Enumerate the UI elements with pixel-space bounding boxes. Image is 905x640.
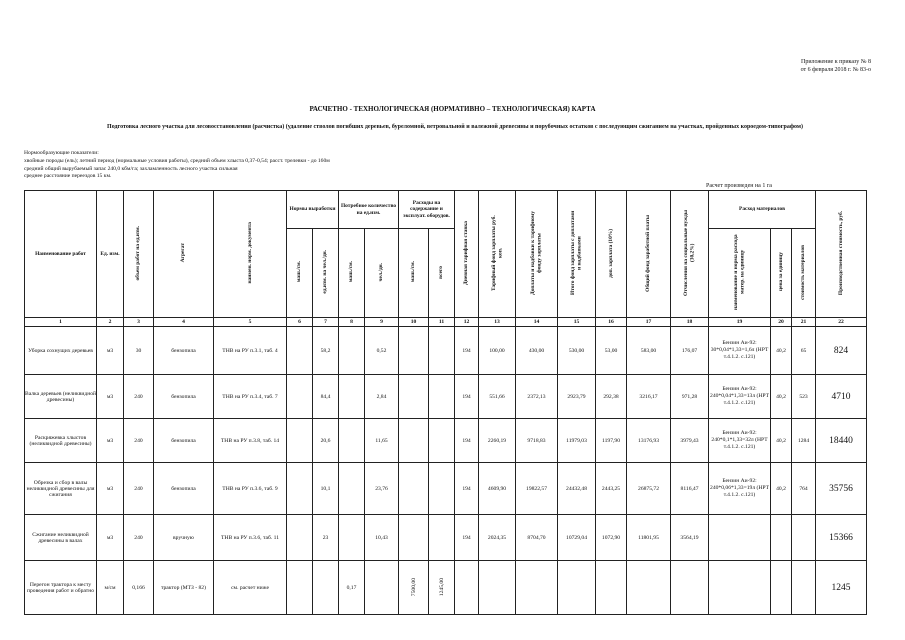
row-norm-mash <box>287 463 313 515</box>
row-name: Перегон трактора к месту проведения работ и обратно <box>25 561 97 615</box>
column-number: 19 <box>709 318 771 327</box>
header-unit: Ед. изм. <box>97 191 124 318</box>
row-total-fund: 2923,79 <box>558 375 596 419</box>
column-number: 12 <box>455 318 479 327</box>
row-production-cost: 4710 <box>816 375 867 419</box>
row-document: ТНВ на РУ п.3.6, таб. 11 <box>214 515 287 561</box>
header-materials-group: Расход материалов <box>709 191 816 229</box>
table-row <box>25 419 867 463</box>
row-aggregate: вручную <box>154 515 214 561</box>
column-number: 22 <box>816 318 867 327</box>
row-name: Обрезка и сбор в валы неликвидной древесины для сжигания <box>25 463 97 515</box>
header-surcharges: Доплаты и надбавки к тарифному фонду зарплаты <box>530 211 543 295</box>
row-unit: м3 <box>97 419 124 463</box>
row-social: 176,07 <box>671 327 709 375</box>
row-social: 8116,47 <box>671 463 709 515</box>
row-name: Уборка сохнущих деревьев <box>25 327 97 375</box>
row-document: ТНВ на РУ п.3.4, таб. 7 <box>214 375 287 419</box>
header-mat-name: наименование и норма расхода матер. на единицу <box>733 234 746 310</box>
row-tariff-fund: 2024,35 <box>479 515 516 561</box>
row-total-fund: 530,00 <box>558 327 596 375</box>
row-extra-pay: 292,38 <box>596 375 627 419</box>
row-unit: м3 <box>97 375 124 419</box>
row-general-fund: 3216,17 <box>627 375 671 419</box>
row-unit: м/см <box>97 561 124 615</box>
row-norm-mash <box>287 375 313 419</box>
row-total-fund: 24432,48 <box>558 463 596 515</box>
row-tariff-fund: 100,00 <box>479 327 516 375</box>
row-material-price: 40,2 <box>771 375 792 419</box>
header-tariff-fund: Тарифный фонд зарплаты руб. коп. <box>490 215 504 291</box>
row-need-mash <box>339 463 365 515</box>
column-number: 21 <box>792 318 816 327</box>
row-total-fund: 10729,04 <box>558 515 596 561</box>
appendix-line-2: от 6 февраля 2018 г. № 83-о <box>800 67 871 73</box>
row-surcharges <box>516 561 558 615</box>
row-need-mash: 0,17 <box>339 561 365 615</box>
row-production-cost: 35756 <box>816 463 867 515</box>
row-general-fund: 11801,95 <box>627 515 671 561</box>
norms-heading: Нормообразующие показатели: <box>24 150 99 156</box>
row-need-chel: 10,43 <box>365 515 399 561</box>
column-number: 3 <box>124 318 154 327</box>
row-extra-pay: 1072,90 <box>596 515 627 561</box>
row-need-mash <box>339 375 365 419</box>
row-unit: м3 <box>97 515 124 561</box>
document-title: РАСЧЕТНО - ТЕХНОЛОГИЧЕСКАЯ (НОРМАТИВНО – ТЕХНОЛОГИЧЕСКАЯ) КАРТА <box>309 105 596 113</box>
row-material: Бензин Аи-92: 240*0,1*1,33=32л (НРТ т.4.1.2. с.121) <box>709 419 771 463</box>
appendix-line-1: Приложение к приказу № 8 <box>801 59 871 65</box>
row-material-price <box>771 515 792 561</box>
row-surcharges: 9718,83 <box>516 419 558 463</box>
row-extra-pay: 1197,90 <box>596 419 627 463</box>
header-exp-mash: маш./см. <box>410 261 417 283</box>
norms-line-3: среднее расстояние переездов 15 км. <box>24 173 112 180</box>
row-social <box>671 561 709 615</box>
norm-indicators <box>24 150 330 181</box>
row-document: см. расчет ниже <box>214 561 287 615</box>
column-number: 2 <box>97 318 124 327</box>
row-general-fund: 583,00 <box>627 327 671 375</box>
row-material-cost: 65 <box>792 327 816 375</box>
row-material-cost: 764 <box>792 463 816 515</box>
row-production-cost: 15366 <box>816 515 867 561</box>
row-name: Раскряжевка хлыстов (неликвидной древесины) <box>25 419 97 463</box>
header-mat-cost: стоимость материалов <box>800 244 807 300</box>
header-norm-unit: ед.изм. на чел./дн. <box>322 250 329 294</box>
column-number: 16 <box>596 318 627 327</box>
row-need-mash <box>339 515 365 561</box>
row-total-fund: 11979,03 <box>558 419 596 463</box>
column-number: 1 <box>25 318 97 327</box>
appendix-note <box>801 58 871 74</box>
row-general-fund: 26875,72 <box>627 463 671 515</box>
row-norm-unit: 58,2 <box>313 327 339 375</box>
row-daily-rate: 194 <box>455 463 479 515</box>
header-production-cost: Производственная стоимость, руб. <box>837 210 844 296</box>
header-social: Отчисления на социальные нужды (30,2%) <box>683 210 696 296</box>
row-social: 3564,19 <box>671 515 709 561</box>
column-number: 14 <box>516 318 558 327</box>
row-document: ТНВ на РУ п.3.8, таб. 14 <box>214 419 287 463</box>
row-aggregate: бензопила <box>154 419 214 463</box>
column-number: 10 <box>399 318 429 327</box>
column-number: 20 <box>771 318 792 327</box>
row-extra-pay: 53,00 <box>596 327 627 375</box>
column-number: 6 <box>287 318 313 327</box>
row-extra-pay <box>596 561 627 615</box>
header-mat-price: цена за единицу <box>777 252 784 292</box>
row-unit: м3 <box>97 463 124 515</box>
row-exp-mash: 7500,00 <box>410 577 417 596</box>
column-number: 9 <box>365 318 399 327</box>
header-norms-group: Нормы выработки <box>287 191 339 229</box>
table-row <box>25 515 867 561</box>
header-need-chel: чел./дн. <box>378 262 385 282</box>
row-tariff-fund: 551,66 <box>479 375 516 419</box>
column-number: 18 <box>671 318 709 327</box>
row-need-chel: 0,52 <box>365 327 399 375</box>
row-daily-rate: 194 <box>455 375 479 419</box>
row-need-chel: 11,65 <box>365 419 399 463</box>
row-volume: 240 <box>124 463 154 515</box>
row-norm-unit: 10,1 <box>313 463 339 515</box>
table-row <box>25 463 867 515</box>
row-name: Валка деревьев (неликвидной древесины) <box>25 375 97 419</box>
row-volume: 0,166 <box>124 561 154 615</box>
header-exp-total: всего <box>438 265 445 279</box>
row-production-cost: 824 <box>816 327 867 375</box>
header-expenses-group: Расходы на содержание и эксплуат. оборудов. <box>399 191 455 229</box>
row-general-fund: 13176,93 <box>627 419 671 463</box>
row-social: 971,28 <box>671 375 709 419</box>
row-daily-rate <box>455 561 479 615</box>
header-daily-rate: Дневная тарифная ставка <box>463 221 470 285</box>
row-material-price: 40,2 <box>771 463 792 515</box>
row-need-mash <box>339 327 365 375</box>
row-material-cost: 523 <box>792 375 816 419</box>
row-document: ТНВ на РУ п.3.6, таб. 9 <box>214 463 287 515</box>
column-number: 15 <box>558 318 596 327</box>
row-surcharges: 8704,70 <box>516 515 558 561</box>
tech-card-table <box>24 190 867 615</box>
row-material-cost: 1284 <box>792 419 816 463</box>
column-number: 11 <box>429 318 455 327</box>
row-material-cost <box>792 561 816 615</box>
row-material: Бензин Аи-92: 240*0,06*1,33=19л (НРТ т.4.1.2. с.121) <box>709 463 771 515</box>
header-extra-pay: доп. зарплата (10%) <box>607 228 614 278</box>
table-body <box>25 318 867 615</box>
row-norm-mash <box>287 327 313 375</box>
header-document: наимен. норм. документа <box>246 222 253 284</box>
row-volume: 240 <box>124 419 154 463</box>
row-tariff-fund: 2260,19 <box>479 419 516 463</box>
row-material-cost <box>792 515 816 561</box>
norms-line-1: хвойные породы (ель); летний период (нормальные условия работы), средний объем хлыста 0,37-0,54; расст. трелевки - до 160м <box>24 157 330 164</box>
row-unit: м3 <box>97 327 124 375</box>
row-norm-mash <box>287 419 313 463</box>
row-production-cost: 1245 <box>816 561 867 615</box>
row-daily-rate: 194 <box>455 327 479 375</box>
row-social: 3979,43 <box>671 419 709 463</box>
column-number: 5 <box>214 318 287 327</box>
column-number: 8 <box>339 318 365 327</box>
row-material <box>709 561 771 615</box>
row-aggregate: бензопила <box>154 327 214 375</box>
table-row <box>25 375 867 419</box>
column-number: 13 <box>479 318 516 327</box>
row-document: ТНВ на РУ п.3.1, таб. 4 <box>214 327 287 375</box>
row-tariff-fund <box>479 561 516 615</box>
row-need-chel: 23,76 <box>365 463 399 515</box>
column-number-row <box>25 318 867 327</box>
row-material-price: 40,2 <box>771 419 792 463</box>
column-number: 4 <box>154 318 214 327</box>
row-norm-mash <box>287 561 313 615</box>
table-row <box>25 561 867 615</box>
row-daily-rate: 194 <box>455 419 479 463</box>
row-total-fund <box>558 561 596 615</box>
row-surcharges: 19822,57 <box>516 463 558 515</box>
row-extra-pay: 2443,25 <box>596 463 627 515</box>
header-name: Наименование работ <box>25 191 97 318</box>
header-aggregate: Агрегат <box>180 243 187 263</box>
row-material-price: 40,2 <box>771 327 792 375</box>
header-need-mash: маш./см. <box>348 261 355 283</box>
row-need-chel: 2,84 <box>365 375 399 419</box>
row-material-price <box>771 561 792 615</box>
row-surcharges: 2372,13 <box>516 375 558 419</box>
row-norm-unit: 84,4 <box>313 375 339 419</box>
row-aggregate: трактор (МТЗ - 82) <box>154 561 214 615</box>
row-tariff-fund: 4609,90 <box>479 463 516 515</box>
header-need-group: Потребное количество на ед.изм. <box>339 191 399 229</box>
row-volume: 240 <box>124 515 154 561</box>
row-production-cost: 18440 <box>816 419 867 463</box>
row-volume: 30 <box>124 327 154 375</box>
row-aggregate: бензопила <box>154 463 214 515</box>
row-volume: 240 <box>124 375 154 419</box>
header-general-fund: Общий фонд заработной платы <box>645 214 652 292</box>
row-name: Сжигание неликвидной древесины в валах <box>25 515 97 561</box>
row-material <box>709 515 771 561</box>
header-norm-mash: маш./см. <box>296 261 303 283</box>
column-number: 7 <box>313 318 339 327</box>
header-volume: объем работ на ед.изм. <box>135 225 142 281</box>
row-norm-unit <box>313 561 339 615</box>
row-aggregate: бензопила <box>154 375 214 419</box>
row-material: Бензин Аи-92: 30*0,04*1,33=1,6л (НРТ т.4.1.2. с.121) <box>709 327 771 375</box>
row-material: Бензин Аи-92: 240*0,04*1,33=13л (НРТ т.4.1.2. с.121) <box>709 375 771 419</box>
row-exp-total: 1245,00 <box>438 577 445 596</box>
document-subtitle: Подготовка лесного участка для лесовосстановления (расчистка) (удаление стволов погибших деревьев, буреломной, ветровальной и валежной древесины и порубочных остатков с последующим сжиганием на участках, пройденных короедом-типографом) <box>107 124 803 130</box>
column-number: 17 <box>627 318 671 327</box>
norms-line-2: средний общий вырубаемый запас 240,0 кбм/га; захламленность лесного участка сильная <box>24 165 238 172</box>
table-row <box>25 327 867 375</box>
row-daily-rate: 194 <box>455 515 479 561</box>
row-norm-mash <box>287 515 313 561</box>
header-total-fund: Итого фонд зарплаты с доплатами и надбавками <box>570 210 583 296</box>
row-need-mash <box>339 419 365 463</box>
row-norm-unit: 23 <box>313 515 339 561</box>
row-surcharges: 430,00 <box>516 327 558 375</box>
row-need-chel <box>365 561 399 615</box>
row-general-fund <box>627 561 671 615</box>
row-norm-unit: 20,6 <box>313 419 339 463</box>
calculation-note: Расчет произведен на 1 га <box>706 183 772 189</box>
